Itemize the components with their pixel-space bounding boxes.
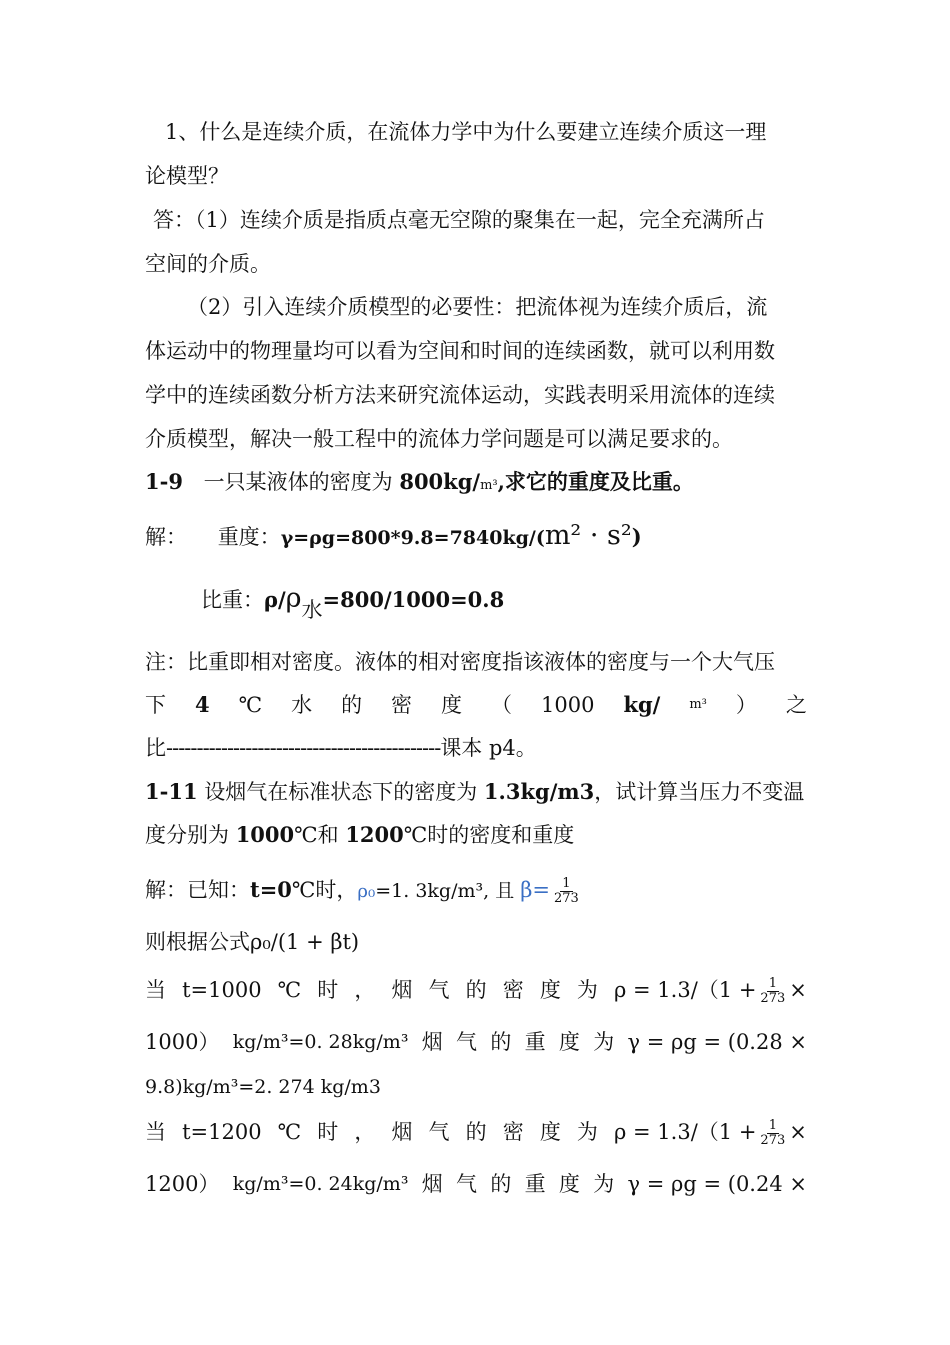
problem-text: 一只某液体的密度为 <box>203 470 400 494</box>
fraction-denominator: 273 <box>760 1133 786 1148</box>
case-density-formula <box>614 976 807 1006</box>
case-word: 度 <box>558 1030 580 1054</box>
question-1-line-1 <box>145 118 807 146</box>
case-word: t=1200 <box>182 1120 262 1144</box>
note-line-3 <box>145 734 807 762</box>
formula-text: 则根据公式ρ₀/(1 + βt) <box>145 930 360 954</box>
note-word: ） <box>735 693 757 717</box>
problem-value: 1000 <box>235 822 295 847</box>
specific-gravity-label: 比重： <box>201 588 264 612</box>
case-word: 气 <box>456 1030 478 1054</box>
note-word: 度 <box>441 693 463 717</box>
case-word: 重 <box>524 1030 546 1054</box>
fraction-denominator: 273 <box>760 991 786 1006</box>
beta-fraction <box>758 1119 787 1148</box>
note-text: 注：比重即相对密度。液体的相对密度指该液体的密度与一个大气压 <box>145 650 775 674</box>
case-word: 度 <box>558 1172 580 1196</box>
density-result: kg/m³=0. 24kg/m³ <box>232 1173 409 1195</box>
answer-1-line-3 <box>145 293 807 321</box>
case-word: 的 <box>490 1172 512 1196</box>
note-word: ℃ <box>238 693 263 717</box>
case-word: 1200） <box>145 1172 220 1196</box>
weight-unit: m² · s² <box>544 520 632 551</box>
note-word: 密 <box>391 693 413 717</box>
problem-1-11-line-2 <box>145 821 807 849</box>
case-word: t=1000 <box>182 978 262 1002</box>
case-1200-line-2 <box>145 1170 807 1198</box>
case-word: 1000） <box>145 1030 220 1054</box>
density-result: kg/m³=0. 28kg/m³ <box>232 1031 409 1053</box>
weight-formula: γ = ρg = (0.24 × <box>627 1172 807 1196</box>
rho0-symbol: ρ₀ <box>357 881 376 902</box>
case-word: 气 <box>428 978 450 1002</box>
note-line-2 <box>145 691 807 719</box>
note-word: 之 <box>785 693 807 717</box>
note-reference: 课本 p4。 <box>440 736 537 760</box>
case-word: 的 <box>465 978 487 1002</box>
beta-symbol: β= <box>520 878 550 902</box>
note-word: 的 <box>341 693 363 717</box>
problem-value: 800kg/ <box>399 469 481 494</box>
problem-text: ℃和 <box>294 823 346 847</box>
fraction-denominator: 273 <box>554 891 579 906</box>
solution-weight-line <box>145 522 807 552</box>
case-word: 为 <box>576 978 598 1002</box>
note-text: 比 <box>145 736 166 760</box>
answer-text: 介质模型，解决一般工程中的流体力学问题是可以满足要求的。 <box>145 427 733 451</box>
weight-label: 重度： <box>217 525 281 549</box>
note-word: 1000 <box>541 693 595 717</box>
case-word: 当 <box>145 1120 166 1144</box>
problem-text: 度分别为 <box>145 823 236 847</box>
case-word: 烟 <box>421 1172 443 1196</box>
known-conditions-line <box>145 876 807 906</box>
question-1-line-2 <box>145 162 807 190</box>
density-value: =1. 3kg/m³, 且 <box>375 880 521 902</box>
problem-text: ，试计算当压力不变温 <box>594 780 805 804</box>
answer-text: 答：（1）连续介质是指质点毫无空隙的聚集在一起，完全充满所占 <box>153 208 765 232</box>
case-word: 重 <box>524 1172 546 1196</box>
note-word: 水 <box>291 693 313 717</box>
known-text: ℃时， <box>291 878 358 902</box>
note-word: m³ <box>689 697 707 712</box>
fraction-numerator: 1 <box>768 976 777 991</box>
density-formula: ρ = 1.3/（1 + <box>614 978 757 1002</box>
fraction-numerator: 1 <box>562 876 571 891</box>
sg-formula: ρ/ <box>264 587 286 612</box>
case-word: 度 <box>539 978 561 1002</box>
problem-value: 1200 <box>345 822 404 847</box>
case-word: 当 <box>145 978 166 1002</box>
weight-formula: γ = ρg = (0.28 × <box>627 1030 807 1054</box>
case-word: 烟 <box>391 978 413 1002</box>
case-word: 时 <box>317 978 339 1002</box>
weight-formula: γ=ρg=800*9.8=7840kg/( <box>280 527 545 549</box>
problem-number: 1-11 <box>145 779 198 804</box>
beta-fraction <box>758 977 787 1006</box>
case-1200-line-1 <box>145 1118 807 1148</box>
rho-subscript: 水 <box>301 598 323 622</box>
case-word: 度 <box>539 1120 561 1144</box>
note-word: kg/ <box>623 692 661 717</box>
beta-fraction <box>552 877 581 906</box>
density-formula: ρ = 1.3/（1 + <box>614 1120 757 1144</box>
unit-text: m³ <box>480 478 498 493</box>
case-word: 气 <box>456 1172 478 1196</box>
case-1000-line-3 <box>145 1072 807 1101</box>
formula-line <box>145 928 807 956</box>
answer-1-line-4 <box>145 337 807 365</box>
problem-text: 设烟气在标准状态下的密度为 <box>197 780 484 804</box>
case-word: 密 <box>502 1120 524 1144</box>
answer-1-line-5 <box>145 381 807 409</box>
note-dash-leader: --------------------------------------------- <box>166 736 441 760</box>
case-word: ， <box>354 978 376 1002</box>
answer-text: 学中的连续函数分析方法来研究流体运动，实践表明采用流体的连续 <box>145 383 775 407</box>
sg-result: =800/1000=0.8 <box>322 587 505 612</box>
case-word: 的 <box>490 1030 512 1054</box>
problem-1-11-statement <box>145 778 807 806</box>
case-1000-line-2 <box>145 1028 807 1056</box>
note-line-1 <box>145 648 807 676</box>
temperature-value: t=0 <box>250 877 292 902</box>
note-word: 4 <box>194 692 210 717</box>
case-density-formula <box>614 1118 807 1148</box>
problem-text: ,求它的重度及比重。 <box>497 469 694 494</box>
case-word: 气 <box>428 1120 450 1144</box>
note-word: （ <box>491 693 513 717</box>
case-word: ℃ <box>277 1120 302 1144</box>
problem-text: ℃时的密度和重度 <box>403 823 575 847</box>
answer-1-line-1 <box>145 206 807 234</box>
answer-text: 体运动中的物理量均可以看为空间和时间的连续函数，就可以利用数 <box>145 339 775 363</box>
specific-gravity-line <box>145 583 807 622</box>
question-1-text-cont: 论模型？ <box>145 164 229 188</box>
solution-label: 解：已知： <box>145 878 250 902</box>
case-word: 密 <box>502 978 524 1002</box>
case-word: 烟 <box>391 1120 413 1144</box>
case-word: ℃ <box>277 978 302 1002</box>
rho-symbol: ρ <box>285 583 302 614</box>
problem-number: 1-9 <box>145 469 183 494</box>
case-1000-line-1 <box>145 976 807 1006</box>
answer-text: 空间的介质。 <box>145 252 271 276</box>
answer-1-line-2 <box>145 250 807 278</box>
case-word: 烟 <box>421 1030 443 1054</box>
weight-close: ) <box>631 524 642 549</box>
answer-text: （2）引入连续介质模型的必要性：把流体视为连续介质后，流 <box>187 295 768 319</box>
case-word: ， <box>354 1120 376 1144</box>
weight-result: 9.8)kg/m³=2. 274 kg/m3 <box>145 1076 381 1098</box>
case-word: 为 <box>593 1172 615 1196</box>
problem-1-9-statement <box>145 468 807 500</box>
fraction-numerator: 1 <box>768 1118 777 1133</box>
answer-1-line-6 <box>145 425 807 453</box>
case-word: 时 <box>317 1120 339 1144</box>
case-word: 为 <box>576 1120 598 1144</box>
times-sign: × <box>789 978 807 1002</box>
case-word: 的 <box>465 1120 487 1144</box>
question-1-text: 1、什么是连续介质，在流体力学中为什么要建立连续介质这一理 <box>165 120 767 144</box>
problem-value: 1.3kg/m3 <box>483 779 595 804</box>
case-word: 为 <box>593 1030 615 1054</box>
times-sign: × <box>789 1120 807 1144</box>
note-word: 下 <box>145 693 166 717</box>
solution-label: 解： <box>145 525 187 549</box>
